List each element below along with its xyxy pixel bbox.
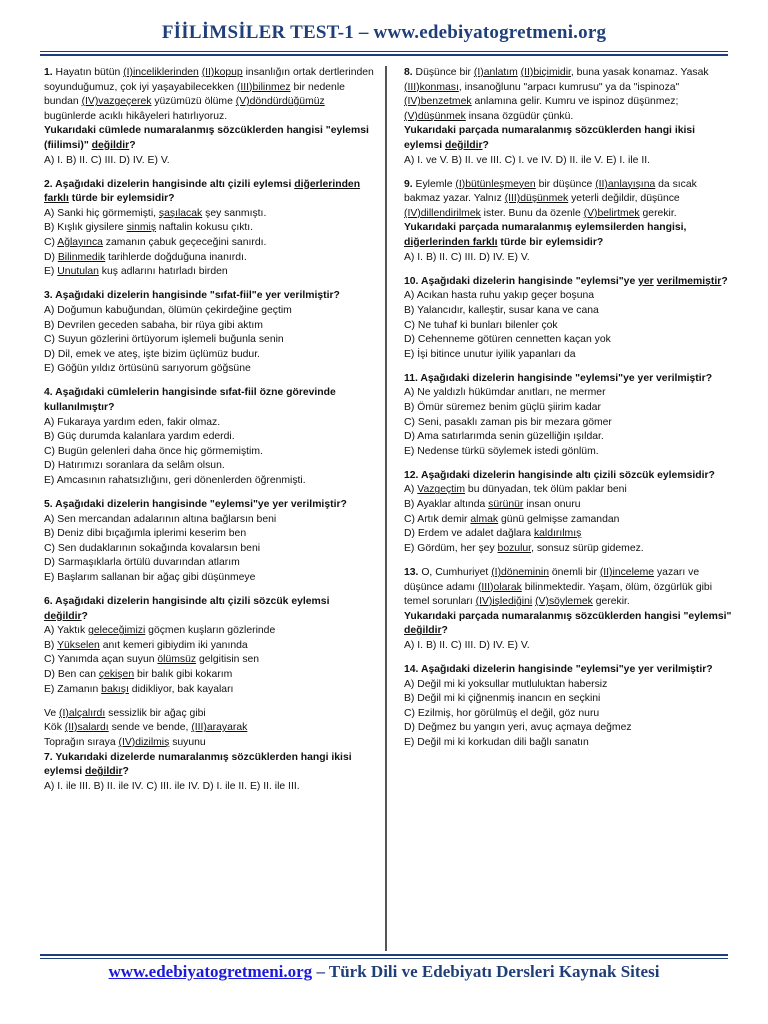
question-number: 9. [404,178,413,190]
question-stem [404,221,734,250]
text: ? [482,139,489,151]
text: bir balık gibi kokarım [134,669,233,681]
question-stem: 5. Aşağıdaki dizelerin hangisinde "eylemsi"ye yer verilmiştir? [44,499,347,511]
underlined-word: Vazgeçtim [417,484,466,496]
text: B) Kışlık giysilere [44,222,127,234]
answer-options[interactable]: A) I. B) II. C) III. D) IV. E) V. [404,639,530,651]
question-stem [44,595,374,624]
footer-link[interactable]: www.edebiyatogretmeni.org [108,962,313,981]
question-1 [44,66,374,168]
question-stem [404,275,734,290]
underlined-word: (I)inceliklerinden [123,67,199,78]
text: türde bir eylemsidir? [497,237,604,249]
text: Ve [44,707,60,719]
answer-option-e[interactable] [404,542,734,557]
underlined-word: değildir [85,766,123,778]
question-12 [404,469,734,557]
text: Hayatın bütün [52,67,124,78]
text: insana özgüdür çünkü. [465,110,574,122]
question-stem [44,178,374,207]
answer-option-b[interactable]: B) Ömür süremez benim güçlü şiirim kadar [404,401,601,413]
question-8 [404,66,734,168]
underlined-word: şaşılacak [158,207,203,219]
answer-option-c[interactable]: C) Ne tuhaf ki bunları bilenler çok [404,319,558,331]
underlined-word: Bilinmedik [57,251,106,263]
text: ? [721,275,728,287]
text: insanlığın ortak dertlerinden soyunduğumuz, çok iyi yaşayabilecekken [44,67,374,93]
text: 6. Aşağıdaki dizelerin hangisinde altı çizili sözcük eylemsi [44,596,330,608]
question-stem: 14. Aşağıdaki dizelerin hangisinde "eylemsi"ye yer verilmiştir? [404,663,713,675]
underlined-word: (II)kopup [201,67,243,78]
text: ? [129,139,136,151]
underlined-word: (I)bütünleşmeyen [455,178,536,190]
underlined-word: sürünür [488,499,524,511]
answer-option-c[interactable] [44,653,374,668]
question-7 [44,707,374,795]
text: C) Artık demir [404,513,471,525]
answer-option-b[interactable] [404,498,734,513]
answer-option-e[interactable]: E) Değil mi ki korkudan dili bağlı sanatın [404,736,589,748]
text: A) Sanki hiç görmemişti, [44,207,159,219]
text: Eylemle [412,178,456,190]
footer [0,962,768,982]
answer-option-d[interactable]: D) Dil, emek ve ateş, işte bizim üçlümüz budur. [44,348,260,360]
answer-option-d[interactable] [44,668,374,683]
answer-options[interactable]: A) I. B) II. C) III. D) IV. E) V. [44,154,170,166]
underlined-word: (I)anlatım [473,67,518,78]
column-divider [385,66,387,951]
text: Yukarıdaki cümlede numaralanmış sözcüklerden hangisi "eylemsi (fiilimsi)" [44,125,369,151]
question-2 [44,178,374,280]
underlined-word: (IV)işlediğini [475,596,533,608]
underlined-word: (II)biçimidir [520,67,571,78]
answer-option-d[interactable] [44,251,374,266]
underlined-word: ölümsüz [157,654,197,666]
text: anlamına gelir. Kumru ve ispinoz düşünmez; [471,96,679,108]
answer-option-a[interactable]: A) Sen mercandan adalarının altına bağlarsın beni [44,513,277,525]
answer-option-c[interactable]: C) Seni, pasaklı zaman pis bir mezara gömer [404,416,612,428]
text: didikliyor, bak kayaları [128,683,234,695]
answer-option-a[interactable]: A) Fukaraya yardım eden, fakir olmaz. [44,416,221,428]
text: , sonsuz sürüp gidemez. [531,542,644,554]
question-stem: 3. Aşağıdaki dizelerin hangisinde "sıfat-fiil"e yer verilmiştir? [44,290,340,302]
answer-option-b[interactable]: B) Devrilen geceden sabaha, bir rüya gibi aktım [44,319,263,331]
text: ister. Bunu da özenle [480,207,584,219]
text: E) [44,266,58,278]
answer-option-e[interactable]: E) Nedense türkü söylemek istedi gönlüm. [404,445,599,457]
underlined-word: değildir [445,139,483,151]
answer-option-c[interactable] [404,513,734,528]
text: insan onuru [523,499,581,511]
text: D) Ben can [44,669,99,681]
answer-options[interactable]: A) I. ve V. B) II. ve III. C) I. ve IV. D) II. ile V. E) I. ile II. [404,154,650,166]
footer-rule [40,958,728,959]
underlined-word: diğerlerinden farklı [44,178,361,205]
text: Yukarıdaki parçada numaralanmış eylemsilerden hangisi, [404,222,687,234]
answer-option-a[interactable]: A) Doğumun kabuğundan, ölümün çekirdeğine geçtim [44,304,292,316]
answer-option-c[interactable]: C) Suyun gözlerini örtüyorum işlemeli buğunla senin [44,334,284,346]
underlined-word: (III)arayarak [191,722,248,734]
question-stem [44,124,374,153]
text: bir düşünce [535,178,596,190]
answer-option-a[interactable] [404,483,734,498]
underlined-word: (II)salardı [64,722,109,734]
underlined-word: (II)inceleme [599,566,655,578]
underlined-word: (I)döneminin [491,566,549,578]
underlined-word: değildir [44,610,82,622]
text: bir nedenle bundan [44,81,345,108]
poem-line [44,707,374,722]
underlined-word: Yükselen [57,639,100,651]
right-column [404,66,734,760]
answer-option-e[interactable]: E) Göğün yıldız örtüsünü sarıyorum göğsüne [44,363,251,375]
header-rule [40,51,728,52]
question-number: 1. [44,67,53,78]
question-stem: 12. Aşağıdaki dizelerin hangisinde altı çizili sözcük eylemsidir? [404,469,715,481]
left-column [44,66,374,804]
question-stem [44,751,374,780]
question-14 [404,663,734,751]
question-9 [404,178,734,266]
answer-option-b[interactable]: B) Güç durumda kalanlara yardım ederdi. [44,431,235,443]
underlined-word: (III)konması [404,81,459,93]
text: bu dünyadan, tek ölüm paklar beni [465,484,627,496]
answer-option-d[interactable]: D) Ama satırlarımda senin güzelliğin ışıldar. [404,431,604,443]
text: 2. Aşağıdaki dizelerin hangisinde altı çizili eylemsi [44,178,295,190]
underlined-word: geleceğimizi [88,625,146,637]
passage [404,566,734,610]
underlined-word: (I)alçalırdı [59,707,106,719]
text: gerekir. [592,596,630,608]
text: da sıcak bakmaz yazar. Yalnız [404,178,697,205]
answer-option-d[interactable]: D) Cehenneme götüren cennetten kaçan yok [404,334,611,346]
underlined-word: (II)anlayışına [595,178,656,190]
text: C) Yanımda açan suyun [44,654,158,666]
text: , insanoğlunu "arpacı kumrusu" ya da "ispinoza" [458,81,680,93]
underlined-word: (V)belirtmek [583,207,640,219]
answer-option-d[interactable] [404,527,734,542]
answer-option-c[interactable]: C) Ezilmiş, hor görülmüş el değil, göz nuru [404,707,600,719]
answer-option-e[interactable] [44,683,374,698]
underlined-word: Ağlayınca [57,237,103,249]
text: göçmen kuşların gözlerinde [145,625,276,637]
text: B) [44,639,58,651]
answer-option-a[interactable]: A) Değil mi ki yoksullar mutluluktan habersiz [404,678,608,690]
text: Toprağın sıraya [44,736,119,748]
question-stem: 11. Aşağıdaki dizelerin hangisinde "eylemsi"ye yer verilmiştir? [404,372,713,384]
answer-option-e[interactable]: E) İşi bitince unutur iyilik yapanları da [404,348,576,360]
text: gerekir. [639,207,677,219]
text: ? [441,625,448,637]
underlined-word: değildir [91,139,130,151]
underlined-word: (V)düşünmek [404,110,466,122]
question-number: 13. [404,566,419,578]
poem-line [44,721,374,736]
text: anıt kemeri gibiydim iki yanında [99,639,248,651]
question-4 [44,386,374,488]
text: kuş adlarını hatırladı birden [98,266,228,278]
text: gelgitisin sen [196,654,260,666]
text: E) Zamanın [44,683,102,695]
text: yazarı ve düşünce adamı [404,566,700,593]
text: ? [122,766,129,778]
text: yüzümüzü ölüme [151,96,236,108]
underlined-word: (IV)dillendirilmek [404,207,481,219]
answer-option-a[interactable]: A) Ne yaldızlı hükümdar anıtları, ne mermer [404,387,606,399]
footer-text: – Türk Dili ve Edebiyatı Dersleri Kaynak Sitesi [312,962,660,981]
text: A) [404,484,418,496]
passage [404,178,734,222]
header-rule-thick [40,54,728,56]
poem-line [44,736,374,751]
answer-option-b[interactable]: B) Deniz dibi bıçağımla iplerimi keserim ben [44,528,247,540]
text: 10. Aşağıdaki dizelerin hangisinde "eylemsi"ye [404,275,639,287]
underlined-word: (IV)dizilmiş [118,736,170,748]
underlined-word: değildir [404,625,442,637]
text: 7. Yukarıdaki dizelerde numaralanmış sözcüklerden hangi ikisi eylemsi [44,751,352,778]
footer-rule-thick [40,954,728,956]
answer-option-c[interactable]: C) Sen dudaklarının sokağında kovalarsın beni [44,542,261,554]
answer-option-c[interactable]: C) Bugün gelenleri daha önce hiç görmemiştim. [44,445,263,457]
text: Kök [44,722,65,734]
answer-options[interactable]: A) I. B) II. C) III. D) IV. E) V. [404,251,530,263]
underlined-word: (V)söylemek [535,596,593,608]
underlined-word: (III)olarak [477,581,522,593]
text: zamanın çabuk geçeceğini sanırdı. [102,237,267,249]
answer-option-a[interactable] [44,207,374,222]
answer-option-b[interactable]: B) Yalancıdır, kalleştir, susar kana ve cana [404,304,599,316]
question-stem: 4. Aşağıdaki cümlelerin hangisinde sıfat-fiil özne görevinde kullanılmıştır? [44,387,336,413]
text: yeterli değildir, düşünce [568,193,680,205]
text: sessizlik bir ağaç gibi [105,707,206,719]
text: günü gelmişse zamandan [498,513,620,525]
passage [44,66,374,124]
underlined-word: Unutulan [57,266,99,278]
text: D) Erdem ve adalet dağlara [404,528,534,540]
underlined-word: (IV)benzetmek [404,96,472,108]
text: bilinmektedir. Yaşam, ölüm, özgürlük gibi temel sorunları [404,581,713,608]
question-stem [404,610,734,639]
underlined-word: (III)düşünmek [504,193,569,205]
text: C) [44,237,58,249]
answer-option-b[interactable] [44,639,374,654]
answer-option-d[interactable]: D) Değmez bu yangın yeri, avuç açmaya değmez [404,722,632,734]
question-3 [44,289,374,377]
text: Düşünce bir [412,67,474,78]
question-11 [404,372,734,460]
passage [404,66,734,124]
underlined-word: kaldırılmış [533,528,582,540]
answer-option-c[interactable] [44,236,374,251]
answer-option-a[interactable]: A) Acıkan hasta ruhu yakıp geçer boşuna [404,290,595,302]
question-10 [404,275,734,363]
underlined-word: almak [470,513,499,525]
question-13 [404,566,734,654]
underlined-word: (V)döndürdüğümüz [235,96,325,108]
text: O, Cumhuriyet [418,566,492,578]
answer-option-a[interactable] [44,624,374,639]
text: Yukarıdaki parçada numaralanmış sözcüklerden hangisi "eylemsi" [404,610,732,622]
underlined-word: diğerlerinden farklı [404,237,498,249]
underlined-word: yer [638,275,654,287]
answer-option-d[interactable]: D) Hatırımızı soranlara da selâm olsun. [44,460,225,472]
text: D) [44,251,58,263]
question-5 [44,498,374,586]
underlined-word: verilmemiştir [656,275,722,287]
answer-option-e[interactable] [44,265,374,280]
question-6 [44,595,374,697]
text: Yukarıdaki parçada numaralanmış sözcüklerden hangi ikisi eylemsi [404,125,696,151]
answer-option-e[interactable]: E) Amcasının rahatsızlığını, geri dönenlerden öğrenmişti. [44,474,306,486]
underlined-word: çekişen [98,669,135,681]
text: tarihlerde doğduğuna inanırdı. [105,251,247,263]
answer-option-e[interactable]: E) Başlarım sallanan bir ağaç gibi düşünmeye [44,572,256,583]
answer-option-b[interactable] [44,221,374,236]
text: A) Yaktık [44,625,89,637]
answer-option-b[interactable]: B) Değil mi ki çiğnenmiş inancın en seçkini [404,693,601,705]
question-number: 8. [404,67,413,78]
underlined-word: (III)bilinmez [236,81,291,93]
underlined-word: sinmiş [126,222,157,234]
text: B) Ayaklar altında [404,499,489,511]
text: türde bir eylemsidir? [68,193,175,205]
answer-options[interactable]: A) I. ile III. B) II. ile IV. C) III. ile IV. D) I. ile II. E) II. ile III. [44,780,300,792]
text: şey sanmıştı. [202,207,267,219]
answer-option-d[interactable]: D) Sarmaşıklarla örtülü duvarından atlarım [44,557,240,569]
text: E) Gördüm, her şey [404,542,498,554]
text: ? [81,610,88,622]
text: önemli bir [548,566,600,578]
text: sende ve bende, [108,722,192,734]
page-title: FİİLİMSİLER TEST-1 – www.edebiyatogretmeni.org [161,22,607,43]
underlined-word: bozulur [497,542,532,554]
underlined-word: bakışı [101,683,129,695]
underlined-word: (IV)vazgeçerek [81,96,152,108]
text: bugünlerde acıklı hikâyeleri hatırlıyoruz. [44,110,228,122]
text: suyunu [169,736,206,748]
question-stem [404,124,734,153]
text: naftalin kokusu çıktı. [156,222,254,234]
text: , buna yasak konamaz. Yasak [570,67,709,78]
